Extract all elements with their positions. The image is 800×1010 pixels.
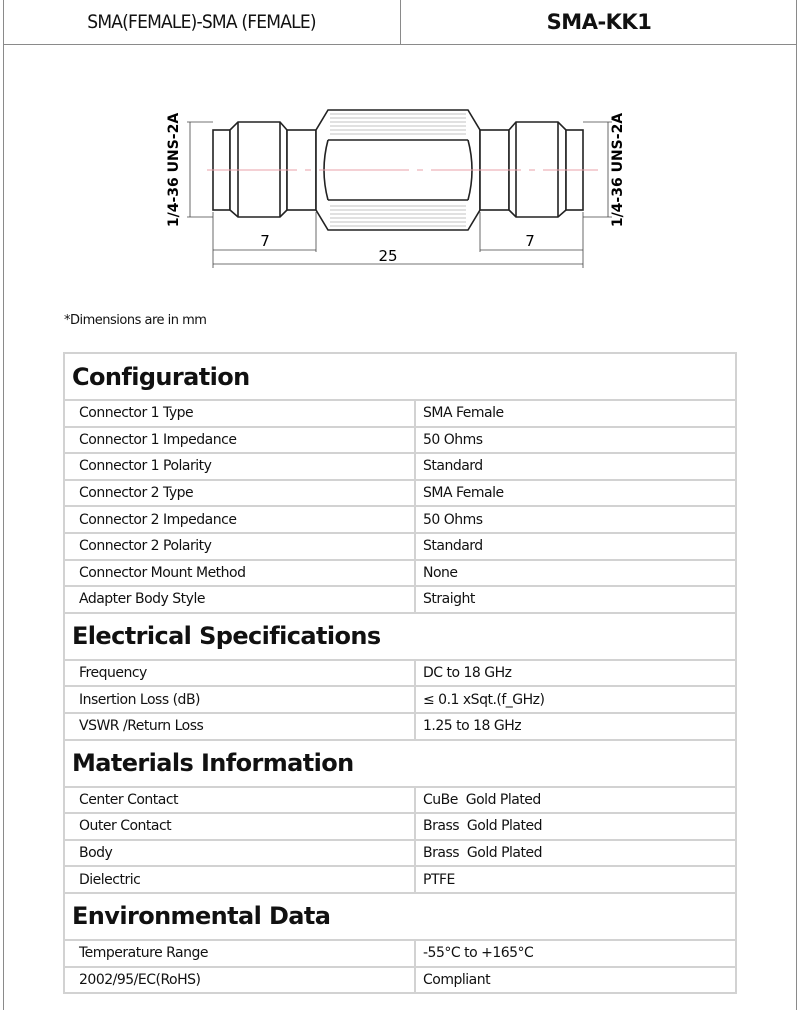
dimension-left: 7 (260, 232, 270, 250)
row-value: Standard (423, 458, 483, 475)
row-value: SMA Female (423, 405, 504, 422)
row-value: Standard (423, 538, 483, 555)
row-value: 1.25 to 18 GHz (423, 718, 522, 735)
table-row (65, 788, 735, 815)
table-row (65, 587, 735, 614)
row-value: Compliant (423, 971, 491, 988)
row-key: Dielectric (65, 867, 416, 892)
row-value: Brass Gold Plated (423, 818, 542, 835)
part-number: SMA-KK1 (546, 10, 652, 34)
row-value: ≤ 0.1 xSqt.(f_GHz) (423, 691, 545, 708)
section-title-environmental: Environmental Data (65, 894, 735, 941)
table-row (65, 661, 735, 688)
table-row (65, 507, 735, 534)
row-value: None (423, 564, 458, 581)
row-key: Center Contact (65, 788, 416, 813)
row-value: DC to 18 GHz (423, 665, 512, 682)
row-key: VSWR /Return Loss (65, 714, 416, 739)
row-value: Brass Gold Plated (423, 845, 542, 862)
section-title-electrical: Electrical Specifications (65, 614, 735, 661)
row-value: Straight (423, 591, 475, 608)
section-title-configuration: Configuration (65, 354, 735, 401)
table-row (65, 561, 735, 588)
row-key: Adapter Body Style (65, 587, 416, 612)
table-row (65, 687, 735, 714)
row-key: Insertion Loss (dB) (65, 687, 416, 712)
table-row (65, 941, 735, 968)
frame-right-border (796, 0, 797, 1010)
table-row (65, 401, 735, 428)
row-key: Temperature Range (65, 941, 416, 966)
row-key: Frequency (65, 661, 416, 686)
row-key: Connector 1 Polarity (65, 454, 416, 479)
table-row (65, 428, 735, 455)
table-row (65, 534, 735, 561)
row-value: 50 Ohms (423, 431, 483, 448)
dimensions-note: *Dimensions are in mm (64, 313, 207, 328)
section-title-materials: Materials Information (65, 741, 735, 788)
table-row (65, 841, 735, 868)
row-key: Connector 1 Type (65, 401, 416, 426)
specification-table (63, 352, 737, 994)
row-key: 2002/95/EC(RoHS) (65, 968, 416, 993)
row-key: Connector 2 Polarity (65, 534, 416, 559)
row-key: Connector 2 Impedance (65, 507, 416, 532)
row-key: Connector Mount Method (65, 561, 416, 586)
row-value: PTFE (423, 871, 455, 888)
title-header (3, 0, 797, 45)
row-key: Body (65, 841, 416, 866)
table-row (65, 454, 735, 481)
table-row (65, 481, 735, 508)
table-row (65, 714, 735, 741)
row-value: CuBe Gold Plated (423, 791, 541, 808)
table-row (65, 867, 735, 894)
row-key: Outer Contact (65, 814, 416, 839)
table-row (65, 968, 735, 995)
row-key: Connector 2 Type (65, 481, 416, 506)
row-value: -55°C to +165°C (423, 945, 534, 962)
row-value: SMA Female (423, 485, 504, 502)
dimension-overall: 25 (378, 247, 398, 265)
thread-label-right: 1/4-36 UNS-2A (610, 112, 626, 228)
dimension-right: 7 (525, 232, 535, 250)
row-value: 50 Ohms (423, 511, 483, 528)
frame-left-border (3, 0, 4, 1010)
table-row (65, 814, 735, 841)
thread-label-left: 1/4-36 UNS-2A (166, 112, 182, 228)
adapter-dimension-drawing (150, 100, 650, 280)
product-description: SMA(FEMALE)-SMA (FEMALE) (87, 11, 316, 33)
row-key: Connector 1 Impedance (65, 428, 416, 453)
